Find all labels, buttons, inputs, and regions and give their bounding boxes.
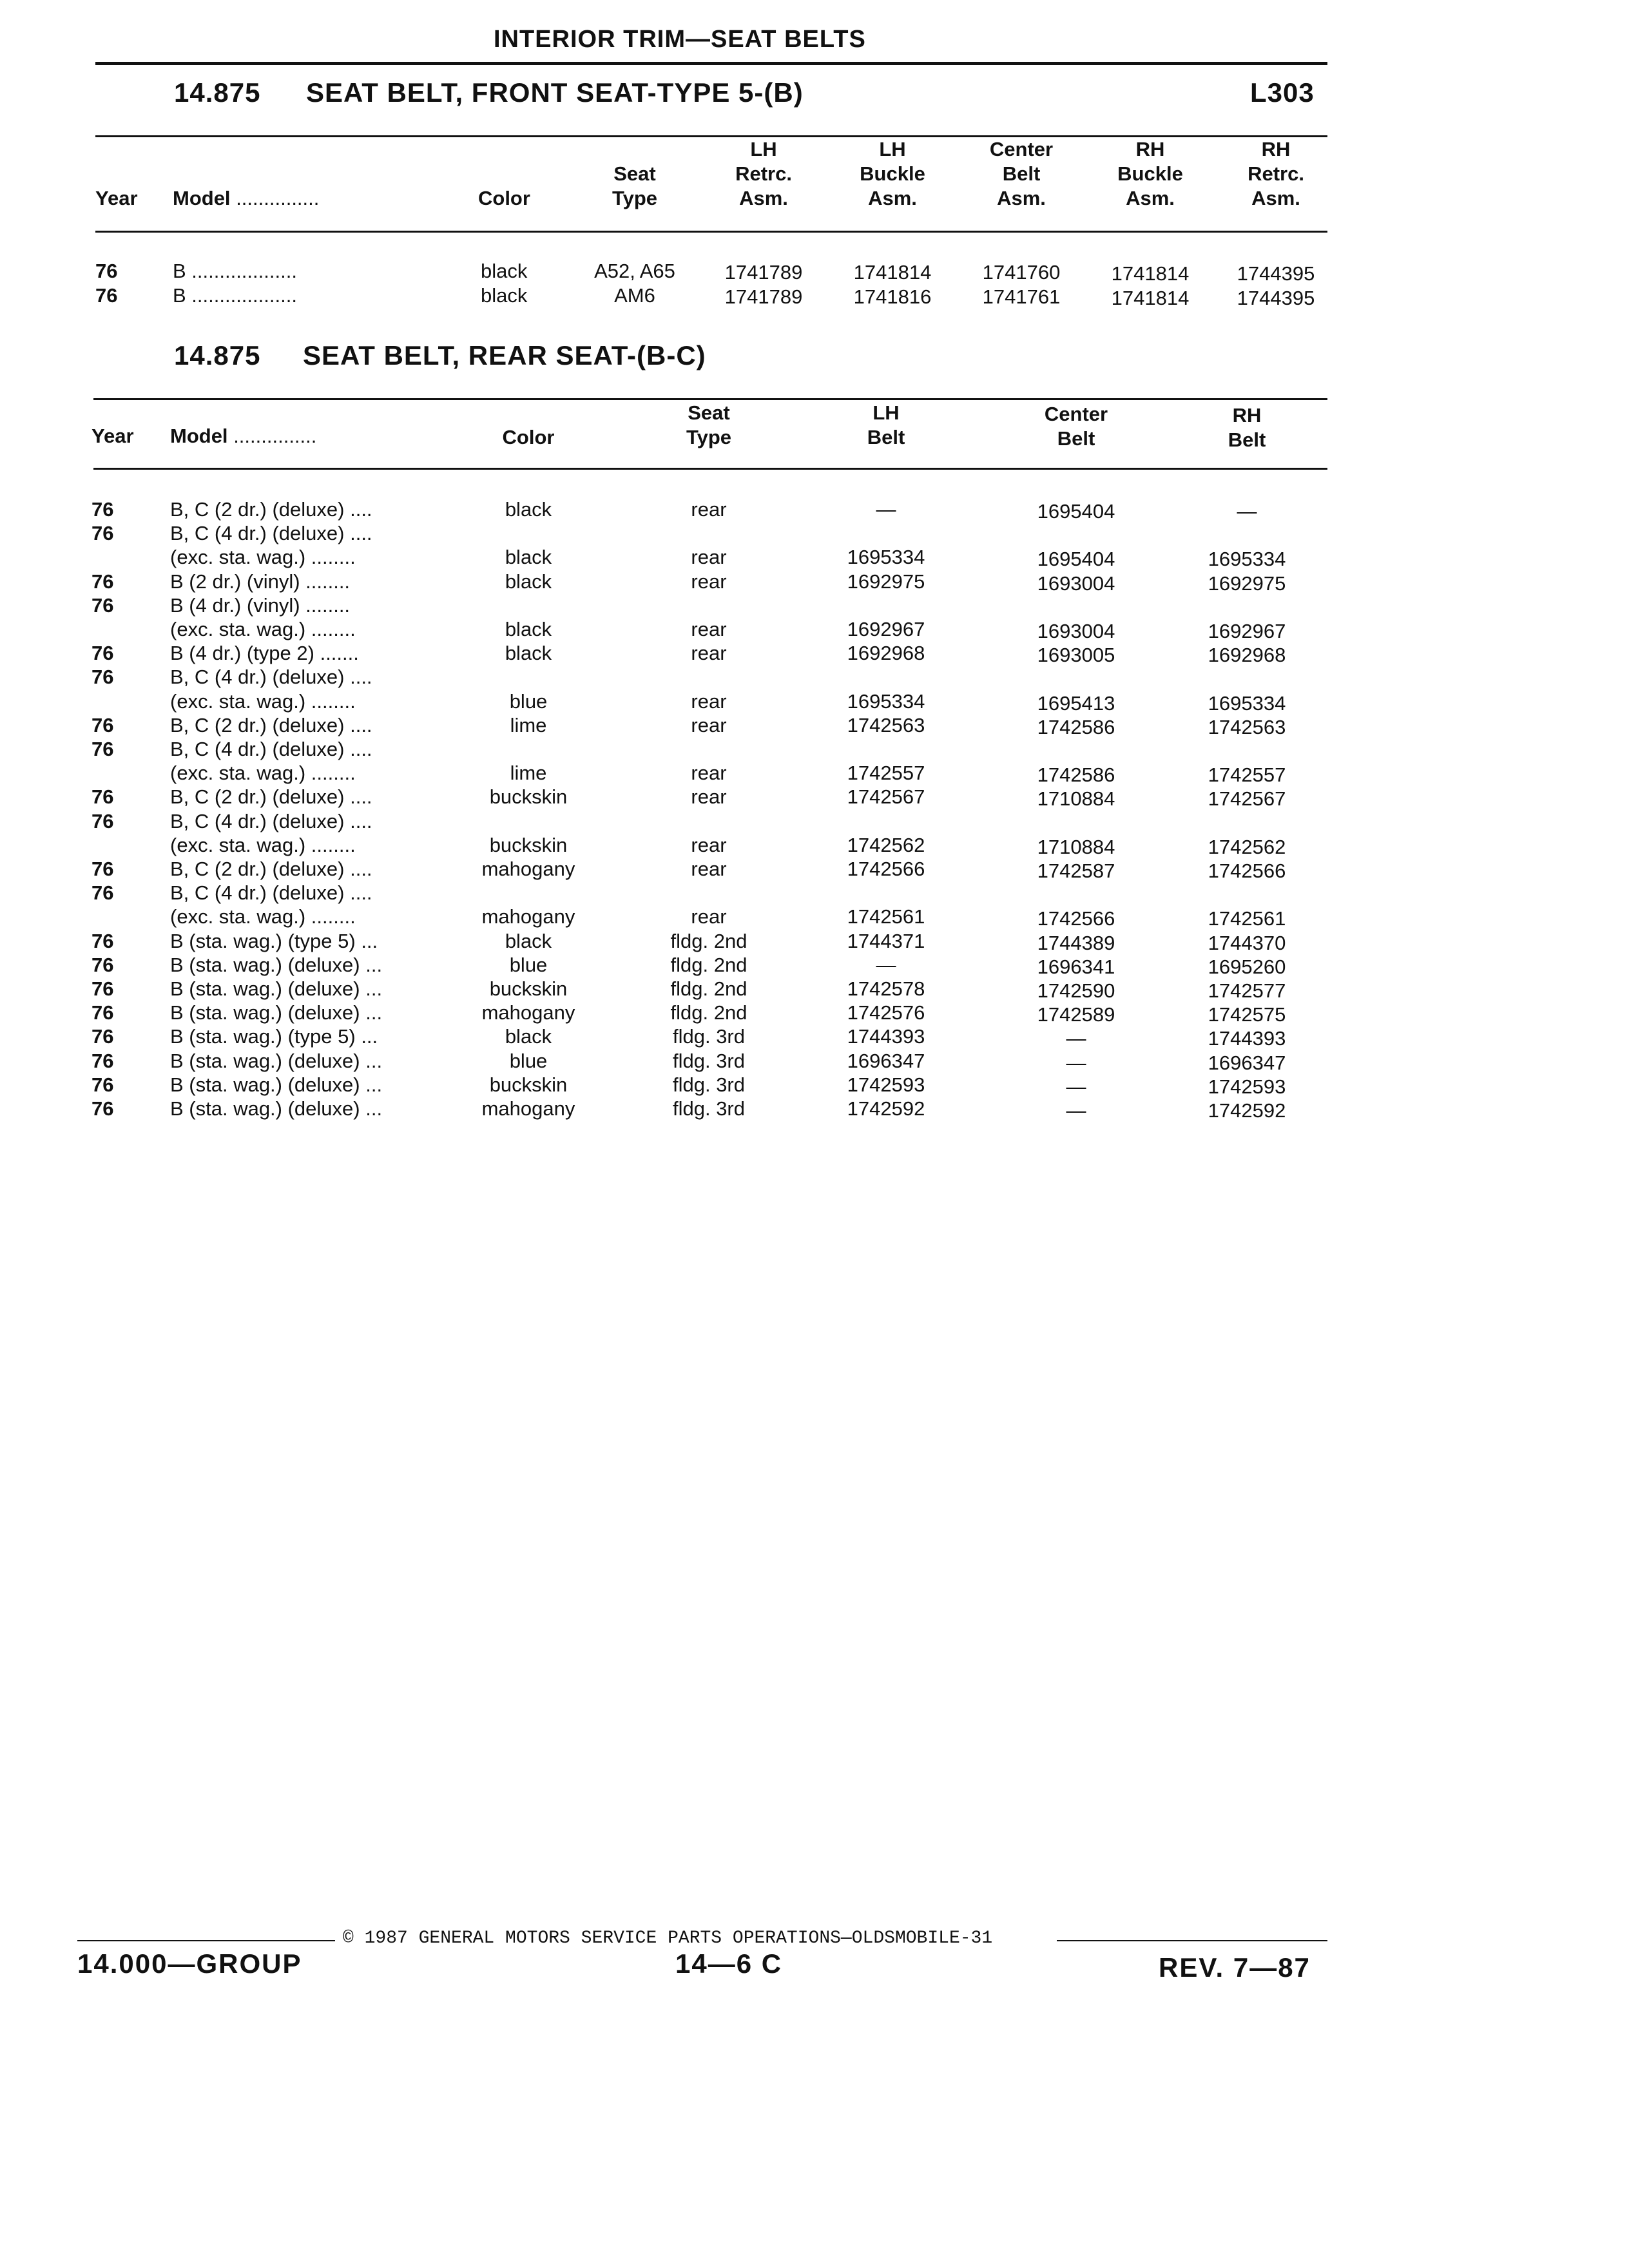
front-row-lh-retrc: 1741789 [724,285,803,308]
rear-row-color: black [505,642,552,664]
rear-row-year: 76 [92,1025,114,1048]
rear-row-seat-type: rear [691,498,727,521]
rear-row-year: 76 [92,738,114,760]
rear-header-color: Color [502,426,555,448]
rear-row-model: (exc. sta. wag.) ........ [170,546,356,568]
rear-row-rh-belt: 1692975 [1208,572,1286,595]
front-section-title: SEAT BELT, FRONT SEAT-TYPE 5-(B) [306,77,804,108]
footer-page-number: 14—6 C [675,1948,783,1979]
rear-row-model: (exc. sta. wag.) ........ [170,690,356,713]
rear-row-model: (exc. sta. wag.) ........ [170,834,356,856]
rear-row-model: B, C (2 dr.) (deluxe) .... [170,785,372,808]
rear-row-center-belt: — [1066,1099,1086,1122]
front-row-rh-retrc: 1744395 [1237,262,1315,285]
rear-row-year: 76 [92,594,114,617]
rear-row-center-belt: 1742589 [1037,1003,1115,1026]
rear-row-color: buckskin [489,834,568,856]
front-row-year: 76 [95,284,118,307]
rear-row-center-belt: 1710884 [1037,787,1115,810]
rear-row-seat-type: rear [691,618,727,640]
rear-row-year: 76 [92,522,114,544]
rear-row-color: black [505,498,552,521]
front-row-color: black [481,284,528,307]
rear-row-center-belt: 1742586 [1037,716,1115,738]
rear-row-center-belt: — [1066,1075,1086,1098]
rear-row-color: buckskin [489,977,568,1000]
rear-row-color: black [505,570,552,593]
rear-row-model: B (sta. wag.) (deluxe) ... [170,1073,383,1096]
rear-row-seat-type: rear [691,905,727,928]
rear-row-seat-type: rear [691,570,727,593]
rear-row-year: 76 [92,881,114,904]
rear-row-model: (exc. sta. wag.) ........ [170,905,356,928]
rear-row-color: mahogany [481,905,575,928]
front-section-number: 14.875 [174,77,261,108]
rear-row-color: buckskin [489,785,568,808]
front-row-year: 76 [95,260,118,282]
rear-row-color: lime [510,762,547,784]
rear-row-seat-type: fldg. 2nd [670,977,747,1000]
rear-header-model: Model ............... [170,425,317,447]
rear-row-rh-belt: 1692967 [1208,620,1286,642]
rear-row-lh-belt: 1742562 [847,834,925,856]
footer-revision: REV. 7—87 [1159,1952,1311,1983]
rear-row-rh-belt: 1742561 [1208,907,1286,930]
rear-row-seat-type: fldg. 3rd [672,1097,745,1120]
rear-row-model: B (2 dr.) (vinyl) ........ [170,570,351,593]
rear-row-center-belt: 1744389 [1037,932,1115,954]
rear-row-lh-belt: 1744393 [847,1025,925,1048]
rear-header-top-rule [93,398,1327,400]
rear-row-center-belt: 1693005 [1037,644,1115,666]
rear-row-model: (exc. sta. wag.) ........ [170,618,356,640]
rear-row-center-belt: 1742586 [1037,764,1115,786]
rear-row-year: 76 [92,977,114,1000]
rear-row-lh-belt: — [876,498,896,521]
front-header-model: Model ............... [173,187,320,209]
rear-row-lh-belt: 1744371 [847,930,925,952]
rear-row-center-belt: — [1066,1052,1086,1074]
front-header-color: Color [478,187,530,209]
rear-row-center-belt: 1693004 [1037,572,1115,595]
rear-row-center-belt: 1695413 [1037,692,1115,715]
front-row-model: B ................... [173,260,297,282]
rear-row-lh-belt: 1742592 [847,1097,925,1120]
front-header-seat-type: Seat Type [612,162,658,209]
rear-row-model: B, C (2 dr.) (deluxe) .... [170,498,372,521]
rear-row-year: 76 [92,666,114,688]
rear-row-center-belt: 1693004 [1037,620,1115,642]
rear-row-model: (exc. sta. wag.) ........ [170,762,356,784]
rear-row-rh-belt: 1695334 [1208,548,1286,570]
title-rule [95,62,1327,65]
rear-row-center-belt: 1695404 [1037,500,1115,523]
rear-row-model: B (sta. wag.) (deluxe) ... [170,954,383,976]
rear-row-seat-type: rear [691,714,727,736]
rear-row-center-belt: 1695404 [1037,548,1115,570]
rear-row-model: B, C (2 dr.) (deluxe) .... [170,714,372,736]
rear-row-year: 76 [92,642,114,664]
rear-row-rh-belt: 1742566 [1208,860,1286,882]
front-row-center-belt: 1741761 [982,285,1061,308]
rear-row-seat-type: rear [691,546,727,568]
rear-row-model: B (sta. wag.) (deluxe) ... [170,1097,383,1120]
rear-row-lh-belt: 1695334 [847,690,925,713]
front-row-lh-retrc: 1741789 [724,261,803,284]
rear-row-model: B (sta. wag.) (type 5) ... [170,930,378,952]
rear-row-year: 76 [92,1001,114,1024]
rear-row-color: blue [509,690,548,713]
rear-row-year: 76 [92,785,114,808]
rear-row-model: B (4 dr.) (type 2) ....... [170,642,359,664]
rear-row-seat-type: fldg. 3rd [672,1050,745,1072]
page-title: INTERIOR TRIM—SEAT BELTS [494,26,866,53]
front-row-color: black [481,260,528,282]
rear-row-color: lime [510,714,547,736]
rear-row-year: 76 [92,498,114,521]
rear-row-year: 76 [92,858,114,880]
rear-row-rh-belt: 1695334 [1208,692,1286,715]
footer-rule-left [77,1940,335,1941]
rear-row-center-belt: 1742566 [1037,907,1115,930]
rear-row-year: 76 [92,1073,114,1096]
rear-row-color: black [505,930,552,952]
rear-row-lh-belt: 1742557 [847,762,925,784]
rear-row-lh-belt: 1742563 [847,714,925,736]
front-header-rh-buckle: RH Buckle Asm. [1117,138,1183,209]
rear-row-color: mahogany [481,858,575,880]
front-row-center-belt: 1741760 [982,261,1061,284]
rear-row-seat-type: fldg. 2nd [670,954,747,976]
rear-row-year: 76 [92,930,114,952]
rear-row-rh-belt: — [1237,500,1257,523]
front-row-model: B ................... [173,284,297,307]
front-header-lh-buckle: LH Buckle Asm. [860,138,925,209]
rear-row-seat-type: rear [691,785,727,808]
front-header-center-belt: Center Belt Asm. [989,138,1054,209]
rear-row-rh-belt: 1742557 [1208,764,1286,786]
rear-row-lh-belt: 1742561 [847,905,925,928]
rear-row-seat-type: rear [691,834,727,856]
rear-row-rh-belt: 1744370 [1208,932,1286,954]
rear-row-model: B (sta. wag.) (deluxe) ... [170,977,383,1000]
rear-row-year: 76 [92,1097,114,1120]
rear-row-model: B (sta. wag.) (type 5) ... [170,1025,378,1048]
front-row-seat-type: AM6 [614,284,655,307]
front-row-lh-buckle: 1741816 [853,285,932,308]
rear-row-lh-belt: — [876,954,896,976]
footer-copyright: © 1987 GENERAL MOTORS SERVICE PARTS OPERATIONS—OLDSMOBILE-31 [343,1928,993,1948]
rear-row-center-belt: 1696341 [1037,956,1115,978]
rear-header-center-belt: Center Belt [1044,403,1108,450]
rear-row-model: B, C (2 dr.) (deluxe) .... [170,858,372,880]
rear-row-color: mahogany [481,1097,575,1120]
rear-row-color: mahogany [481,1001,575,1024]
rear-row-seat-type: fldg. 3rd [672,1025,745,1048]
rear-row-year: 76 [92,570,114,593]
rear-row-seat-type: fldg. 2nd [670,930,747,952]
rear-row-rh-belt: 1742567 [1208,787,1286,810]
rear-section-number: 14.875 [174,340,261,370]
rear-row-rh-belt: 1744393 [1208,1027,1286,1050]
rear-row-model: B, C (4 dr.) (deluxe) .... [170,881,372,904]
rear-header-year: Year [92,425,134,447]
front-header-lh-retrc: LH Retrc. Asm. [735,138,792,209]
rear-row-seat-type: rear [691,690,727,713]
rear-row-center-belt: 1710884 [1037,836,1115,858]
rear-row-rh-belt: 1742563 [1208,716,1286,738]
front-header-bottom-rule [95,231,1327,233]
rear-row-rh-belt: 1742575 [1208,1003,1286,1026]
rear-row-rh-belt: 1742562 [1208,836,1286,858]
rear-row-lh-belt: 1692975 [847,570,925,593]
rear-section-title: SEAT BELT, REAR SEAT-(B-C) [303,340,706,370]
rear-header-lh-belt: LH Belt [867,401,905,448]
rear-row-color: buckskin [489,1073,568,1096]
rear-row-lh-belt: 1692968 [847,642,925,664]
rear-row-seat-type: fldg. 3rd [672,1073,745,1096]
rear-row-lh-belt: 1742566 [847,858,925,880]
rear-row-model: B, C (4 dr.) (deluxe) .... [170,522,372,544]
rear-row-color: black [505,618,552,640]
rear-row-center-belt: 1742587 [1037,860,1115,882]
front-row-seat-type: A52, A65 [594,260,675,282]
rear-row-lh-belt: 1742578 [847,977,925,1000]
front-row-lh-buckle: 1741814 [853,261,932,284]
footer-rule-right [1057,1940,1327,1941]
front-row-rh-retrc: 1744395 [1237,287,1315,309]
rear-row-model: B, C (4 dr.) (deluxe) .... [170,738,372,760]
rear-row-center-belt: — [1066,1027,1086,1050]
rear-header-rh-belt: RH Belt [1228,404,1266,451]
rear-row-model: B (sta. wag.) (deluxe) ... [170,1001,383,1024]
front-section-code: L303 [1250,77,1315,108]
rear-row-year: 76 [92,954,114,976]
rear-row-color: blue [509,954,548,976]
rear-row-model: B, C (4 dr.) (deluxe) .... [170,810,372,832]
rear-row-model: B (4 dr.) (vinyl) ........ [170,594,351,617]
front-header-rh-retrc: RH Retrc. Asm. [1248,138,1304,209]
rear-row-year: 76 [92,810,114,832]
rear-row-year: 76 [92,1050,114,1072]
rear-row-lh-belt: 1742593 [847,1073,925,1096]
rear-row-seat-type: rear [691,642,727,664]
rear-row-color: black [505,1025,552,1048]
front-header-year: Year [95,187,138,209]
rear-row-year: 76 [92,714,114,736]
rear-header-bottom-rule [93,468,1327,470]
rear-row-center-belt: 1742590 [1037,979,1115,1002]
rear-row-model: B, C (4 dr.) (deluxe) .... [170,666,372,688]
rear-row-color: blue [509,1050,548,1072]
rear-row-seat-type: rear [691,858,727,880]
rear-row-color: black [505,546,552,568]
rear-row-model: B (sta. wag.) (deluxe) ... [170,1050,383,1072]
rear-row-rh-belt: 1742593 [1208,1075,1286,1098]
rear-row-seat-type: fldg. 2nd [670,1001,747,1024]
front-row-rh-buckle: 1741814 [1111,287,1190,309]
rear-row-rh-belt: 1742577 [1208,979,1286,1002]
rear-row-rh-belt: 1696347 [1208,1052,1286,1074]
rear-row-rh-belt: 1742592 [1208,1099,1286,1122]
rear-header-seat-type: Seat Type [686,401,732,448]
front-row-rh-buckle: 1741814 [1111,262,1190,285]
rear-row-lh-belt: 1692967 [847,618,925,640]
rear-row-lh-belt: 1742576 [847,1001,925,1024]
rear-row-rh-belt: 1695260 [1208,956,1286,978]
rear-row-lh-belt: 1742567 [847,785,925,808]
rear-row-rh-belt: 1692968 [1208,644,1286,666]
footer-group: 14.000—GROUP [77,1948,302,1979]
rear-row-lh-belt: 1696347 [847,1050,925,1072]
rear-row-lh-belt: 1695334 [847,546,925,568]
rear-row-seat-type: rear [691,762,727,784]
